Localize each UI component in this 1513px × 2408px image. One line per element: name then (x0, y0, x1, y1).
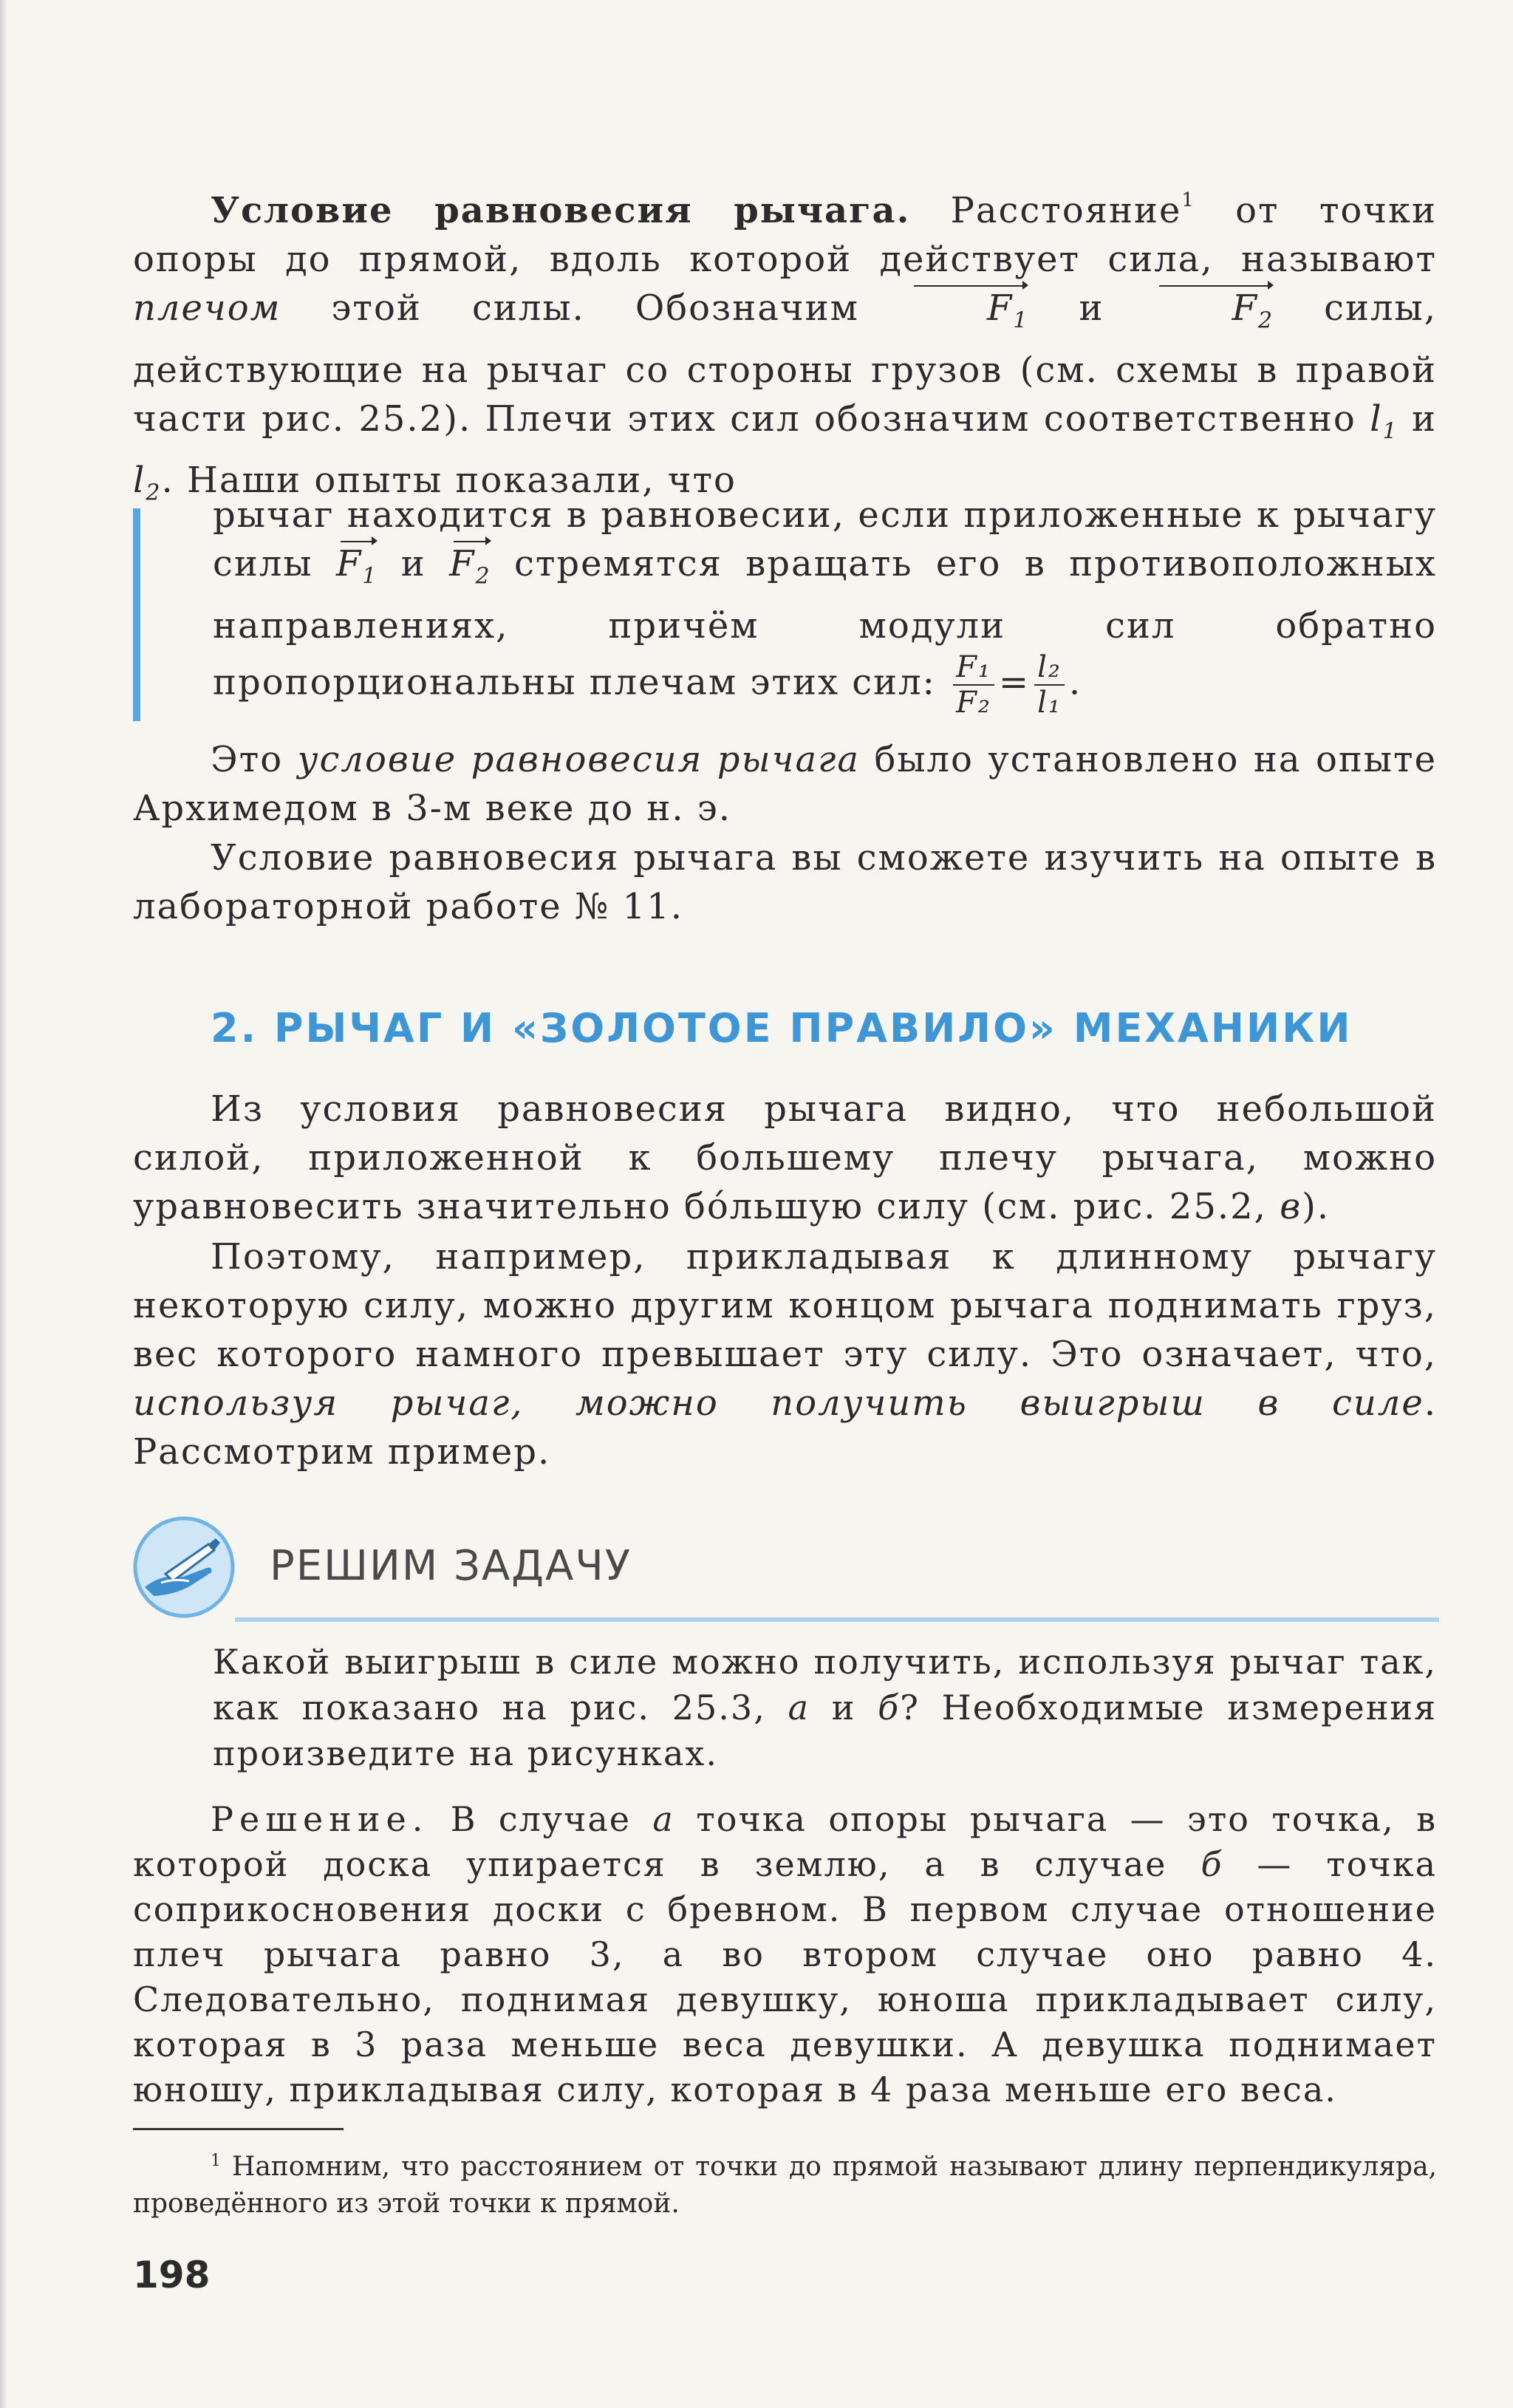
symbol-l2: $l_2$ (133, 460, 162, 506)
figure-letter: в (1280, 1186, 1302, 1227)
rule-statement: рычаг находится в равновесии, если приложенные к рычагу силы $F_1$ и $F_2$ стремятся вращать его в противоположных направлениях, причём модули сил обратно пропорциональны плечам этих сил: $\frac{\text{F₁}}{\text{F₂}}$ = $\frac{\text{l₂}}{\text{l₁}}$ . (213, 494, 1437, 720)
symbol-l1: $l_1$ (1370, 398, 1398, 445)
pencil-hand-icon (132, 1515, 236, 1620)
fraction-forces: $\frac{\text{F₁}}{\text{F₂}}$ (953, 650, 994, 720)
paragraph-archimedes: Это условие равновесия рычага было установлено на опыте Архимедом в 3-м веке до н. э. (133, 739, 1438, 829)
paragraph-force-gain: Поэтому, например, прикладывая к длинному рычагу некоторую силу, можно другим концом рычага поднимать груз, вес которого намного превышает эту силу. Это означает, что, используя рычаг, можно получить выигрыш в силе. Рассмотрим пример. (133, 1236, 1437, 1473)
term-shoulder: плечом (133, 287, 281, 329)
task-body (213, 1639, 1437, 1776)
vector-f2: $F_2$ (449, 539, 491, 601)
solution-label: Решение. (211, 1799, 429, 1839)
section-heading: 2. РЫЧАГ И «ЗОЛОТОЕ ПРАВИЛО» МЕХАНИКИ (211, 1005, 1353, 1051)
paragraph-lever-condition: Условие равновесия рычага. Расстояние$^1$ от точки опоры до прямой, вдоль которой действует сила, называют плечом этой силы. Обозначим $F_1$ и $F_2$ силы, действующие на рычаг со стороны грузов (см. схемы в правой части рис. 25.2). Плечи этих сил обозначим соответственно $l_1$ и $l_2$. Наши опыты показали, что (133, 189, 1438, 506)
task-question: Какой выигрыш в силе можно получить, используя рычаг так, как показано на рис. 25.3, а и б? Необходимые измерения произведите на рисунках. (213, 1642, 1438, 1773)
paragraph-heading: Условие равновесия рычага. (211, 190, 911, 231)
footnote-mark: 1 (211, 2152, 221, 2170)
paragraph-lab-work: Условие равновесия рычага вы сможете изучить на опыте в лабораторной работе № 11. (133, 837, 1437, 927)
footnote-divider (133, 2128, 344, 2130)
footnote: $^1$ Напомним, что расстоянием от точки до прямой называют длину перпендикуляра, проведённого из этой точки к прямой. (133, 2152, 1437, 2219)
term-force-gain: используя рычаг, можно получить выигрыш в силе (133, 1382, 1424, 1424)
rule-accent-bar (133, 508, 140, 721)
vector-f1: $F_1$ (336, 539, 378, 601)
footnote-marker: 1 (1181, 189, 1195, 211)
page-number: 198 (133, 2254, 211, 2296)
fraction-shoulders: $\frac{\text{l₂}}{\text{l₁}}$ (1034, 650, 1065, 720)
vector-f2: $F_2$ (1155, 284, 1274, 346)
page-edge-shadow (0, 0, 7, 2408)
task-divider (235, 1617, 1439, 1622)
equals-sign: = (998, 661, 1031, 703)
paragraph-small-force: Из условия равновесия рычага видно, что небольшой силой, приложенной к большему плечу рычага, можно уравновесить значительно бóльшую силу (см. рис. 25.2, в). (133, 1088, 1437, 1227)
task-solution: Решение. В случае а точка опоры рычага — это точка, в которой доска упирается в землю, а в случае б — точка соприкосновения доски с бревном. В первом случае отношение плеч рычага равно 3, а во втором случае оно равно 4. Следовательно, поднимая девушку, юноша прикладывает силу, которая в 3 раза меньше веса девушки. А девушка поднимает юношу, прикладывая силу, которая в 4 раза меньше его веса. (133, 1799, 1438, 2109)
term-lever-condition: условие равновесия рычага (297, 739, 860, 780)
vector-f1: $F_1$ (909, 284, 1028, 346)
task-title: РЕШИМ ЗАДАЧУ (270, 1542, 632, 1590)
